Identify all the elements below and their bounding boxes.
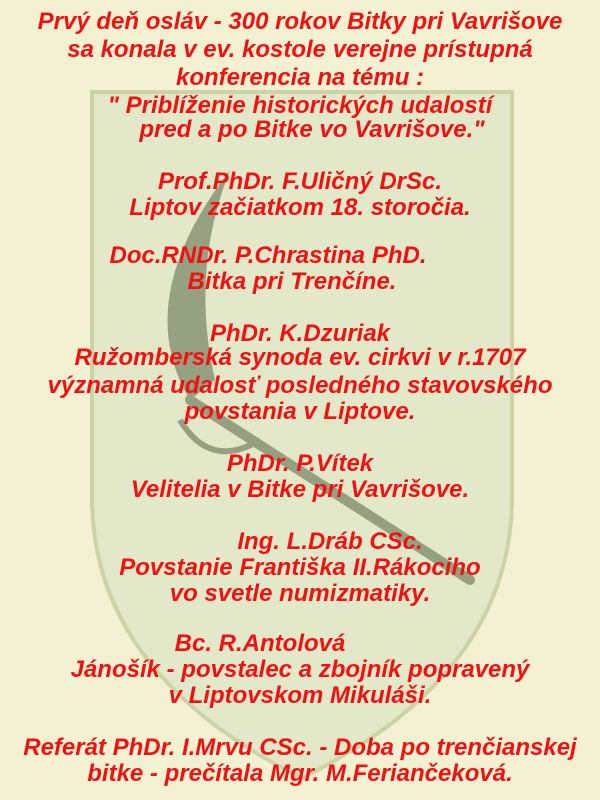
talk-6-title-line-2: v Liptovskom Mikuláši. (168, 682, 432, 709)
talk-2-speaker: Doc.RNDr. P.Chrastina PhD. (109, 242, 427, 269)
talk-6-speaker: Bc. R.Antolová (174, 630, 346, 657)
talk-3-title-line-2: významná udalosť posledného stavovského (47, 372, 553, 399)
talk-6-title-line-1: Jánošík - povstalec a zbojník popravený (70, 656, 530, 683)
closing-line-2: bitke - prečítala Mgr. M.Feriančeková. (87, 760, 513, 787)
intro-line-5: pred a po Bitke vo Vavrišove." (139, 116, 485, 143)
talk-5-speaker: Ing. L.Dráb CSc. (237, 528, 423, 555)
talk-3-speaker: PhDr. K.Dzuriak (209, 320, 391, 347)
talk-2-title: Bitka pri Trenčíne. (187, 268, 397, 295)
talk-4-title: Velitelia v Bitke pri Vavrišove. (130, 476, 470, 503)
talk-3-title-line-3: povstania v Liptove. (184, 398, 416, 425)
closing-line-1: Referát PhDr. I.Mrvu CSc. - Doba po trenčianskej (23, 734, 577, 761)
talk-5-title-line-2: vo svetle numizmatiky. (169, 580, 431, 607)
talk-5-title-line-1: Povstanie Františka II.Rákociho (119, 554, 481, 581)
intro-line-1: Prvý deň osláv - 300 rokov Bitky pri Vavrišove (37, 8, 563, 35)
intro-line-4: " Priblíženie historických udalostí (107, 92, 493, 119)
talk-1-speaker: Prof.PhDr. F.Uličný DrSc. (157, 168, 443, 195)
intro-line-3: konferencia na tému : (175, 64, 425, 91)
intro-line-2: sa konala v ev. kostole verejne prístupná (67, 36, 533, 63)
talk-4-speaker: PhDr. P.Vítek (226, 450, 374, 477)
talk-1-title: Liptov začiatkom 18. storočia. (129, 194, 471, 221)
talk-3-title-line-1: Ružomberská synoda ev. cirkvi v r.1707 (74, 344, 526, 371)
